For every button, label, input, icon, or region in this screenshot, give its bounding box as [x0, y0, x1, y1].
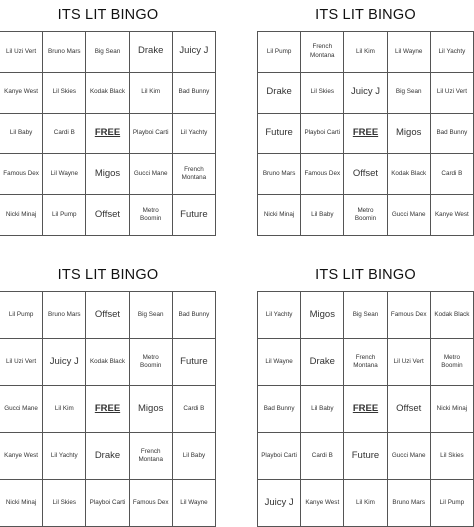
bingo-cell: Juicy J [344, 73, 387, 114]
bingo-cell: Drake [86, 433, 129, 480]
bingo-cell: French Montana [344, 339, 387, 386]
bingo-cell: Lil Baby [173, 433, 216, 480]
bingo-cell: Lil Skies [43, 480, 86, 527]
bingo-cell: Offset [86, 195, 129, 236]
card-title: ITS LIT BINGO [57, 267, 159, 283]
bingo-cell: Famous Dex [388, 292, 431, 339]
bingo-cell: Offset [344, 154, 387, 195]
bingo-cell: Lil Pump [258, 32, 301, 73]
bingo-cell: Famous Dex [301, 154, 344, 195]
bingo-cell: Lil Uzi Vert [0, 339, 43, 386]
bingo-cell: Bruno Mars [43, 292, 86, 339]
bingo-cell: Kanye West [0, 73, 43, 114]
bingo-cell: Gucci Mane [0, 386, 43, 433]
bingo-cell: Bad Bunny [431, 114, 474, 155]
bingo-cell: Bad Bunny [173, 292, 216, 339]
bingo-cell: Lil Pump [43, 195, 86, 236]
bingo-grid [257, 291, 474, 527]
bingo-cell: Lil Uzi Vert [388, 339, 431, 386]
free-space-cell: FREE [344, 386, 387, 433]
bingo-cell: Famous Dex [0, 154, 43, 195]
bingo-card-2 [257, 0, 474, 236]
bingo-grid [0, 31, 216, 236]
bingo-cell: Lil Pump [0, 292, 43, 339]
bingo-cell: Nicki Minaj [258, 195, 301, 236]
bingo-cell: Kanye West [301, 480, 344, 527]
bingo-cell: Kodak Black [86, 73, 129, 114]
card-title: ITS LIT BINGO [315, 267, 416, 283]
bingo-cell: Drake [258, 73, 301, 114]
bingo-cell: French Montana [173, 154, 216, 195]
bingo-cell: Future [173, 195, 216, 236]
bingo-cell: Nicki Minaj [431, 386, 474, 433]
bingo-card-4 [257, 260, 474, 508]
bingo-cell: Bruno Mars [388, 480, 431, 527]
bingo-cell: Gucci Mane [130, 154, 173, 195]
bingo-cell: Cardi B [43, 114, 86, 155]
bingo-cell: Metro Boomin [431, 339, 474, 386]
bingo-cell: Lil Kim [130, 73, 173, 114]
bingo-cell: Migos [388, 114, 431, 155]
bingo-cell: Big Sean [344, 292, 387, 339]
bingo-cell: Lil Skies [431, 433, 474, 480]
bingo-cell: Lil Baby [0, 114, 43, 155]
bingo-cell: Offset [86, 292, 129, 339]
free-space-cell: FREE [86, 114, 129, 155]
bingo-grid [0, 291, 216, 527]
bingo-cell: Lil Wayne [173, 480, 216, 527]
bingo-cell: Lil Skies [43, 73, 86, 114]
bingo-cell: Nicki Minaj [0, 195, 43, 236]
bingo-cell: Metro Boomin [130, 195, 173, 236]
bingo-cell: Juicy J [258, 480, 301, 527]
bingo-cell: Lil Pump [431, 480, 474, 527]
bingo-cell: French Montana [130, 433, 173, 480]
bingo-cell: Playboi Carti [130, 114, 173, 155]
bingo-cell: Lil Yachty [431, 32, 474, 73]
bingo-cell: Bruno Mars [258, 154, 301, 195]
bingo-card-3 [0, 260, 216, 506]
bingo-cell: Big Sean [130, 292, 173, 339]
bingo-cell: Gucci Mane [388, 433, 431, 480]
bingo-cell: Cardi B [431, 154, 474, 195]
bingo-cell: Lil Yachty [43, 433, 86, 480]
bingo-cell: Metro Boomin [130, 339, 173, 386]
bingo-cell: Bad Bunny [173, 73, 216, 114]
bingo-cell: Big Sean [86, 32, 129, 73]
bingo-cell: Cardi B [301, 433, 344, 480]
bingo-cell: Drake [301, 339, 344, 386]
bingo-cell: Future [258, 114, 301, 155]
bingo-cell: Kodak Black [86, 339, 129, 386]
bingo-cell: Famous Dex [130, 480, 173, 527]
bingo-cell: Nicki Minaj [0, 480, 43, 527]
bingo-cell: Lil Baby [301, 195, 344, 236]
bingo-cell: Lil Wayne [43, 154, 86, 195]
bingo-cell: Lil Uzi Vert [0, 32, 43, 73]
card-title: ITS LIT BINGO [57, 7, 159, 23]
bingo-cell: Lil Yachty [173, 114, 216, 155]
bingo-cell: Bruno Mars [43, 32, 86, 73]
bingo-cell: Future [344, 433, 387, 480]
bingo-cell: Migos [86, 154, 129, 195]
bingo-cell: Lil Yachty [258, 292, 301, 339]
bingo-cell: Metro Boomin [344, 195, 387, 236]
free-space-cell: FREE [86, 386, 129, 433]
bingo-cell: Kodak Black [388, 154, 431, 195]
bingo-card-1 [0, 0, 216, 236]
bingo-cell: Kanye West [0, 433, 43, 480]
free-space-cell: FREE [344, 114, 387, 155]
bingo-cell: Bad Bunny [258, 386, 301, 433]
bingo-cell: Lil Kim [43, 386, 86, 433]
bingo-cell: Playboi Carti [258, 433, 301, 480]
bingo-cell: Future [173, 339, 216, 386]
bingo-cell: Lil Wayne [388, 32, 431, 73]
bingo-cell: Juicy J [173, 32, 216, 73]
bingo-cell: Drake [130, 32, 173, 73]
bingo-cell: Cardi B [173, 386, 216, 433]
bingo-cell: Kanye West [431, 195, 474, 236]
bingo-cell: French Montana [301, 32, 344, 73]
bingo-cell: Lil Skies [301, 73, 344, 114]
bingo-cell: Lil Kim [344, 32, 387, 73]
card-title: ITS LIT BINGO [315, 7, 416, 23]
bingo-cell: Migos [301, 292, 344, 339]
bingo-cell: Lil Kim [344, 480, 387, 527]
bingo-cell: Migos [130, 386, 173, 433]
bingo-cell: Lil Baby [301, 386, 344, 433]
bingo-cell: Playboi Carti [86, 480, 129, 527]
bingo-cell: Kodak Black [431, 292, 474, 339]
bingo-cell: Gucci Mane [388, 195, 431, 236]
bingo-grid [257, 31, 474, 236]
bingo-cell: Lil Wayne [258, 339, 301, 386]
bingo-cell: Lil Uzi Vert [431, 73, 474, 114]
bingo-cell: Offset [388, 386, 431, 433]
bingo-cell: Juicy J [43, 339, 86, 386]
bingo-cell: Big Sean [388, 73, 431, 114]
bingo-cell: Playboi Carti [301, 114, 344, 155]
